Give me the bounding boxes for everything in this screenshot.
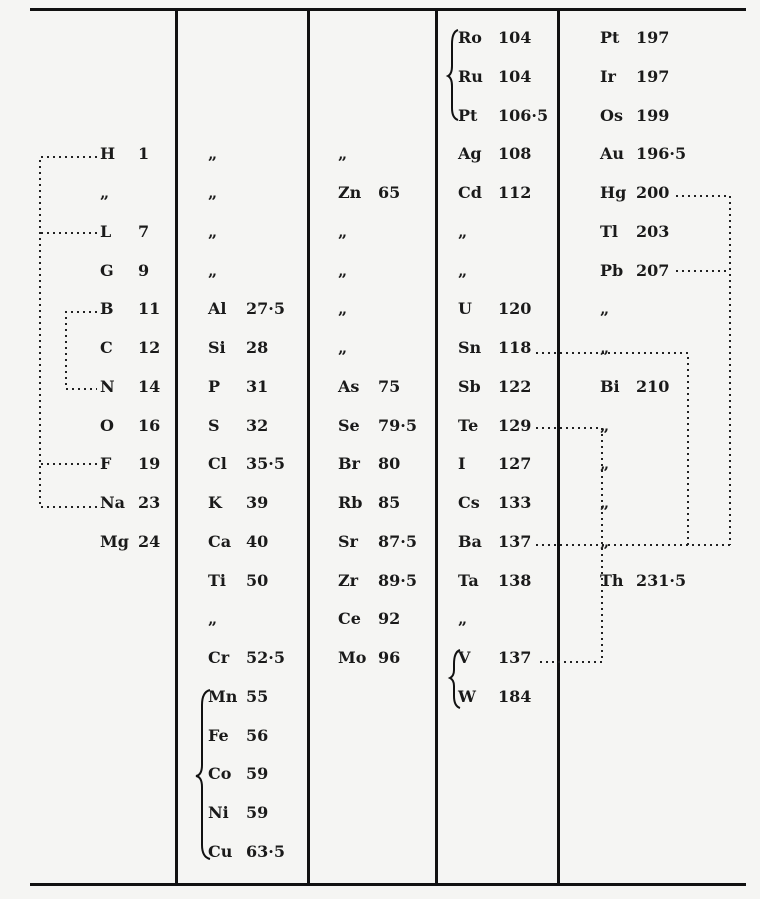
brace-ro-pt (448, 30, 458, 120)
atomic-weight: 210 (636, 376, 670, 396)
element-entry (100, 144, 150, 164)
element-entry (600, 493, 628, 513)
element-entry (100, 260, 150, 281)
element-symbol: Se (338, 415, 360, 435)
connector-te-v (536, 428, 602, 662)
element-entry (338, 144, 366, 164)
element-entry (600, 183, 670, 203)
element-symbol: „ (600, 299, 610, 319)
element-symbol: Ce (338, 609, 361, 629)
atomic-weight: 79·5 (378, 415, 417, 435)
atomic-weight: 27·5 (246, 299, 285, 319)
element-entry (208, 725, 269, 746)
atomic-weight: 104 (498, 28, 532, 47)
atomic-weight: 7 (138, 221, 150, 241)
atomic-weight: 129 (498, 415, 532, 435)
element-symbol: N (100, 376, 115, 396)
element-symbol: „ (208, 221, 218, 241)
atomic-weight: 118 (498, 338, 532, 357)
element-symbol: Sb (458, 376, 481, 396)
element-symbol: Ti (208, 570, 226, 590)
atomic-weight: 39 (246, 493, 269, 512)
element-entry (208, 144, 236, 164)
element-symbol: W (458, 686, 476, 706)
element-symbol: P (208, 376, 221, 396)
atomic-weight: 59 (246, 803, 269, 822)
atomic-weight: 120 (498, 299, 532, 319)
element-entry (338, 299, 366, 319)
element-symbol: „ (600, 454, 610, 474)
element-symbol: Pt (458, 105, 478, 125)
element-symbol: Cd (458, 183, 482, 202)
element-symbol: Ro (458, 28, 482, 47)
element-symbol: Ta (458, 570, 479, 590)
element-symbol: „ (338, 260, 348, 280)
element-symbol: Th (600, 570, 624, 590)
element-entry (600, 144, 687, 164)
element-entry (600, 260, 670, 281)
element-symbol: Ag (458, 144, 482, 164)
element-symbol: Sn (458, 338, 482, 357)
element-entry (600, 454, 628, 474)
element-symbol: „ (600, 493, 610, 512)
element-symbol: Bi (600, 376, 620, 396)
element-symbol: U (458, 299, 472, 319)
element-entry (338, 261, 366, 281)
element-symbol: K (208, 493, 222, 512)
element-symbol: Al (208, 299, 227, 319)
element-entry (100, 299, 161, 319)
element-symbol: V (458, 648, 471, 667)
atomic-weight: 35·5 (246, 454, 285, 474)
connector-b-n (66, 312, 97, 389)
element-entry (458, 105, 549, 126)
atomic-weight: 106·5 (498, 105, 549, 125)
element-entry (208, 764, 269, 784)
element-entry (100, 376, 161, 397)
atomic-weight: 63·5 (246, 841, 285, 861)
element-entry (600, 570, 687, 591)
element-entry (338, 493, 401, 513)
element-symbol: Br (338, 454, 360, 474)
element-symbol: C (100, 338, 113, 357)
element-symbol: F (100, 454, 112, 474)
atomic-weight: 85 (378, 493, 401, 512)
atomic-weight: 138 (498, 570, 532, 590)
element-symbol: S (208, 415, 220, 435)
element-symbol: Si (208, 338, 226, 357)
atomic-weight: 231·5 (636, 570, 687, 590)
element-entry (458, 493, 532, 513)
element-symbol: Pb (600, 260, 624, 280)
element-entry (208, 493, 269, 513)
element-symbol: Cr (208, 648, 230, 667)
element-symbol: „ (208, 144, 218, 164)
atomic-weight: 28 (246, 338, 269, 357)
element-entry (338, 531, 417, 552)
element-symbol: Sr (338, 531, 358, 551)
element-symbol: Au (600, 144, 625, 164)
element-entry (600, 105, 670, 126)
element-entry (458, 415, 532, 436)
element-entry (338, 183, 401, 203)
element-symbol: „ (338, 299, 348, 319)
element-entry (208, 183, 236, 203)
atomic-weight: 92 (378, 609, 401, 629)
element-symbol: „ (100, 183, 110, 202)
element-symbol: Mg (100, 531, 129, 551)
element-entry (100, 454, 161, 474)
element-symbol: Ba (458, 531, 482, 551)
element-entry (458, 609, 486, 629)
atomic-weight: 137 (498, 648, 532, 667)
element-symbol: G (100, 260, 114, 280)
atomic-weight: 112 (498, 183, 532, 202)
element-symbol: „ (458, 221, 468, 241)
element-entry (208, 841, 285, 862)
element-symbol: Tl (600, 221, 618, 241)
element-entry (600, 299, 628, 319)
element-symbol: Cu (208, 841, 233, 861)
element-symbol: Co (208, 764, 232, 784)
element-entry (208, 261, 236, 281)
element-entry (338, 338, 366, 358)
atomic-weight: 87·5 (378, 531, 417, 551)
element-entry (600, 28, 670, 48)
atomic-weight: 137 (498, 531, 532, 551)
atomic-weight: 80 (378, 454, 401, 474)
element-symbol: Cl (208, 454, 227, 474)
atomic-weight: 16 (138, 415, 161, 435)
element-symbol: „ (338, 221, 348, 241)
element-symbol: Ca (208, 531, 232, 551)
element-entry (458, 338, 532, 358)
element-symbol: L (100, 221, 112, 241)
atomic-weight: 56 (246, 725, 269, 745)
element-symbol: B (100, 299, 114, 319)
atomic-weight: 52·5 (246, 648, 285, 667)
element-entry (208, 570, 269, 591)
element-entry (100, 221, 150, 242)
element-symbol: Os (600, 105, 623, 125)
element-symbol: „ (208, 609, 218, 629)
element-symbol: Mn (208, 686, 238, 706)
element-symbol: „ (208, 260, 218, 280)
atomic-weight: 127 (498, 454, 532, 474)
element-symbol: Fe (208, 725, 229, 745)
element-entry (458, 648, 532, 668)
element-entry (458, 261, 486, 281)
atomic-weight: 207 (636, 260, 670, 280)
element-symbol: Mo (338, 648, 367, 667)
element-symbol: Zn (338, 183, 362, 202)
element-symbol: Ru (458, 66, 483, 86)
atomic-weight: 104 (498, 66, 532, 86)
element-entry (600, 532, 628, 552)
element-entry (100, 338, 161, 358)
atomic-weight: 75 (378, 376, 401, 396)
element-entry (458, 28, 532, 48)
atomic-weight: 133 (498, 493, 532, 512)
element-symbol: As (338, 376, 360, 396)
element-entry (338, 609, 401, 629)
element-entry (208, 299, 285, 319)
element-symbol: „ (458, 260, 468, 280)
element-symbol: Zr (338, 570, 359, 590)
element-entry (338, 376, 401, 397)
atomic-weight: 108 (498, 144, 532, 164)
element-entry (458, 222, 486, 242)
atomic-weight: 199 (636, 105, 670, 125)
element-entry (100, 493, 161, 513)
element-entry (208, 686, 269, 707)
atomic-weight: 200 (636, 183, 670, 202)
atomic-weight: 197 (636, 28, 670, 47)
element-entry (208, 454, 285, 474)
atomic-weight: 31 (246, 376, 269, 396)
element-symbol: O (100, 415, 114, 435)
element-entry (338, 222, 366, 242)
atomic-weight: 96 (378, 648, 401, 667)
element-symbol: „ (338, 338, 348, 357)
element-entry (100, 415, 161, 436)
element-entry (338, 415, 417, 436)
element-entry (208, 609, 236, 629)
element-symbol: Hg (600, 183, 627, 202)
atomic-weight: 14 (138, 376, 161, 396)
element-entry (458, 570, 532, 591)
element-entry (600, 221, 670, 242)
element-symbol: Ir (600, 66, 616, 86)
element-entry (600, 376, 670, 397)
element-symbol: Pt (600, 28, 620, 47)
element-symbol: Te (458, 415, 479, 435)
element-symbol: „ (600, 531, 610, 551)
element-symbol: H (100, 144, 116, 164)
atomic-weight: 184 (498, 686, 532, 706)
element-entry (458, 183, 532, 203)
element-entry (600, 338, 628, 358)
element-entry (458, 299, 532, 319)
element-entry (458, 454, 532, 474)
atomic-weight: 24 (138, 531, 161, 551)
atomic-weight: 55 (246, 686, 269, 706)
element-entry (458, 531, 532, 552)
atomic-weight: 12 (138, 338, 161, 357)
element-symbol: I (458, 454, 466, 474)
element-symbol: Cs (458, 493, 480, 512)
element-entry (208, 648, 285, 668)
element-entry (208, 803, 269, 823)
element-symbol: „ (338, 144, 348, 164)
element-symbol: Na (100, 493, 125, 512)
atomic-weight: 11 (138, 299, 161, 319)
element-symbol: „ (208, 183, 218, 202)
element-symbol: Ni (208, 803, 229, 822)
element-entry (458, 376, 532, 397)
element-entry (338, 570, 417, 591)
atomic-weight: 9 (138, 260, 150, 280)
element-entry (208, 222, 236, 242)
atomic-weight: 23 (138, 493, 161, 512)
connector-h-na (40, 157, 97, 507)
connector-sn-right (680, 353, 688, 545)
atomic-weight: 32 (246, 415, 269, 435)
element-entry (338, 648, 401, 668)
element-entry (208, 415, 269, 436)
element-symbol: Rb (338, 493, 363, 512)
element-symbol: „ (600, 415, 610, 435)
element-symbol: „ (458, 609, 468, 629)
atomic-weight: 89·5 (378, 570, 417, 590)
atomic-weight: 196·5 (636, 144, 687, 164)
element-entry (458, 144, 532, 164)
element-entry (458, 686, 532, 707)
atomic-weight: 122 (498, 376, 532, 396)
element-symbol: „ (600, 338, 610, 357)
element-entry (208, 531, 269, 552)
connector-hg-pb (676, 196, 730, 545)
element-entry (208, 338, 269, 358)
element-entry (100, 183, 128, 203)
element-entry (458, 66, 532, 87)
element-entry (600, 66, 670, 87)
atomic-weight: 197 (636, 66, 670, 86)
atomic-weight: 1 (138, 144, 150, 164)
element-entry (600, 416, 628, 436)
element-entry (100, 531, 161, 552)
atomic-weight: 65 (378, 183, 401, 202)
atomic-weight: 40 (246, 531, 269, 551)
atomic-weight: 59 (246, 764, 269, 784)
atomic-weight: 19 (138, 454, 161, 474)
atomic-weight: 203 (636, 221, 670, 241)
atomic-weight: 50 (246, 570, 269, 590)
element-entry (208, 376, 269, 397)
element-entry (338, 454, 401, 474)
